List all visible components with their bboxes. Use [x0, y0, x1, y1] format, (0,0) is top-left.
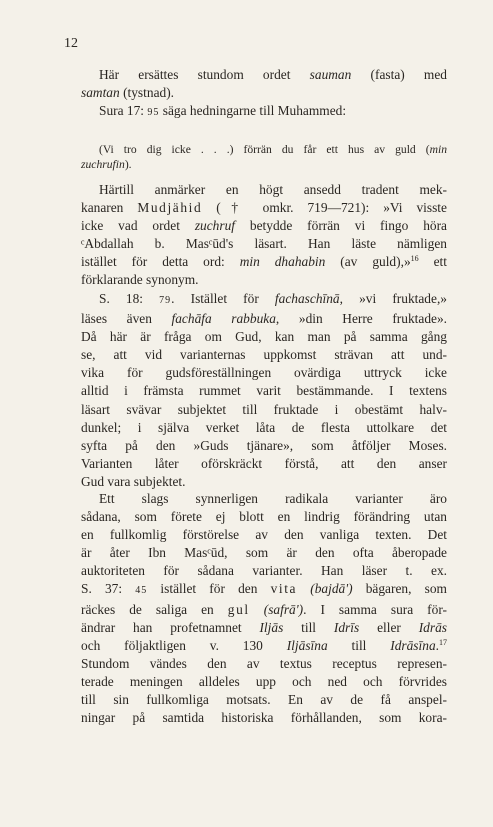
text-line: är åter Ibn Masᶜūd, som är den ofta åberopade — [81, 545, 447, 561]
text-line: Härtill anmärker en högt ansedd tradent mek- — [99, 182, 447, 197]
paragraph-intro — [81, 66, 447, 122]
text-line: läses även fachāfa rabbuka, »din Herre fruktade». — [81, 311, 447, 327]
text-line: ändrar han profetnamnet Iljās till Idrīs eller Idrās — [81, 619, 447, 635]
text-line: Gud vara subjektet. — [81, 473, 186, 489]
text-line: Här ersättes stundom ordet sauman (fasta) med — [99, 67, 447, 82]
text-line: icke vad ordet zuchruf betydde förrän vi fingo höra — [81, 218, 447, 234]
text-line: Sura 17: 95 säga hedningarne till Muhammed: — [99, 103, 347, 119]
text-line: räckes de saliga en gul (safrā'). I samma sura för- — [81, 601, 447, 617]
text-line: se, att vid varianternas uppkomst strävan att und- — [81, 347, 447, 363]
text-line: Varianten låter oförskräckt förstå, att den anser — [81, 455, 447, 471]
text-line: läsart svävar subjektet till fruktade i obestämt halv- — [81, 401, 447, 417]
text-line: samtan (tystnad). — [81, 85, 175, 101]
text-line: Då här är fråga om Gud, kan man på samma gång — [81, 329, 447, 345]
text-line: S. 37: 45 istället för den vita (bajdā') bägaren, som — [81, 581, 447, 597]
text-line: ningar på samtida historiska förhållanden, som kora- — [81, 710, 447, 726]
text-line: vika för gudsföreställningen ovärdiga uttryck icke — [81, 365, 447, 381]
text-line: istället för detta ord: min dhahabin (av guld),»$^{16}$ ett — [81, 254, 447, 270]
quotation — [81, 142, 447, 172]
text-line: S. 18: 79. Istället för fachaschīnā, »vi fruktade,» — [99, 291, 447, 306]
text-line: till sin fullkomliga motsats. En av de få anspel- — [81, 692, 447, 708]
text-line: kanaren Mudjähid († omkr. 719—721): »Vi visste — [81, 200, 447, 216]
text-line: (Vi tro dig icke . . .) förrän du får ett hus av guld (min — [99, 143, 447, 156]
text-line: Stundom vändes den av textus receptus represen- — [81, 655, 447, 671]
paragraph-commentary — [81, 181, 447, 290]
text-line: syfta på den »Guds tjänare», som åtföljer Moses. — [81, 437, 447, 453]
text-line: ᶜAbdallah b. Masᶜūd's läsart. Han läste nämligen — [81, 236, 447, 252]
text-line: en fullkomlig förstörelse av den vanliga texten. Det — [81, 527, 447, 543]
text-line: sådana, som förete ej blott en lindrig förändring utan — [81, 509, 447, 525]
paragraph-radical-variants — [81, 490, 447, 727]
text-line: zuchrufin). — [81, 158, 132, 171]
paragraph-variant-discussion — [81, 290, 447, 491]
text-line: Ett slags synnerligen radikala varianter äro — [99, 491, 447, 506]
text-line: terade meningen alldeles upp och ned och förvrides — [81, 673, 447, 689]
text-line: förklarande synonym. — [81, 272, 199, 288]
text-line: alltid i främsta rummet varit bestämmande. I textens — [81, 383, 447, 399]
text-line: och följaktligen v. 130 Iljāsīna till Idrāsīna.$^{17}$ — [81, 637, 447, 653]
page-number: 12 — [64, 36, 78, 51]
text-line: auktoriteten för sådana varianter. Han läser t. ex. — [81, 563, 447, 579]
text-line: dunkel; i själva verket låta de flesta uttolkare det — [81, 419, 447, 435]
